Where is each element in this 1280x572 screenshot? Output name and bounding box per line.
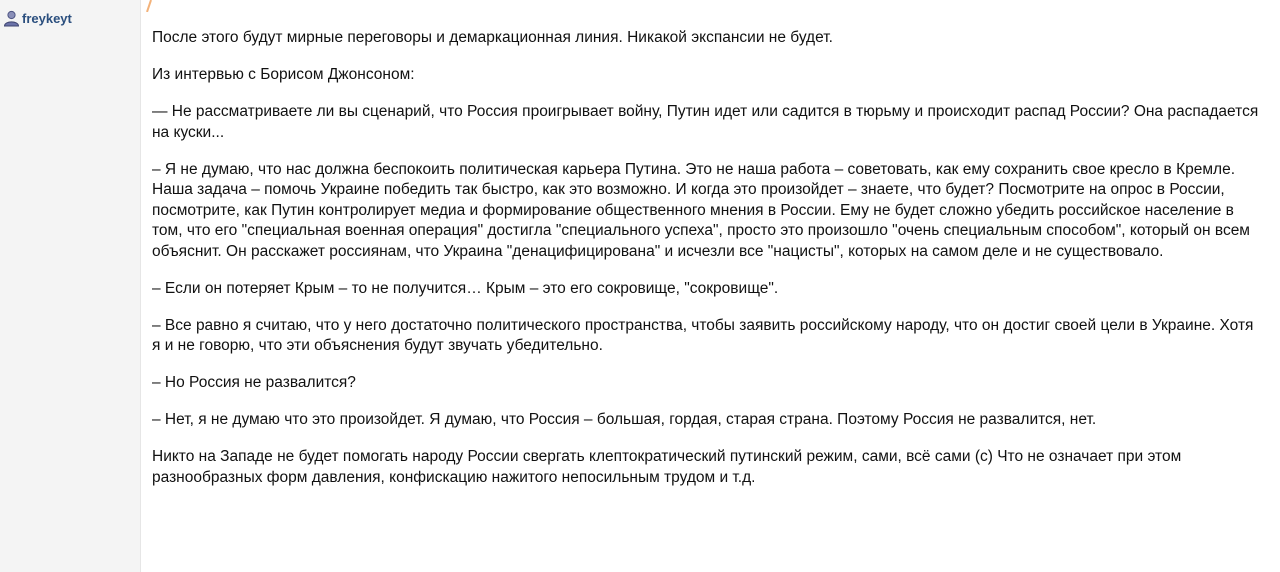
author-info	[3, 8, 72, 28]
post-paragraph-6: – Все равно я считаю, что у него достаточно политического пространства, чтобы заявить российскому народу, что он достиг своей цели в Украине. Хотя я и не говорю, что эти объяснения будут звучать убедительно.	[152, 316, 1254, 354]
user-icon	[3, 10, 20, 27]
author-sidebar	[0, 0, 141, 572]
post-paragraph-3: — Не рассматриваете ли вы сценарий, что Россия проигрывает войну, Путин идет или садится в тюрьму и происходит распад России? Она распадается на куски...	[152, 103, 1259, 141]
post-paragraph-7: – Но Россия не развалится?	[152, 374, 356, 391]
post-paragraph-8: – Нет, я не думаю что это произойдет. Я думаю, что Россия – большая, гордая, старая страна. Поэтому Россия не развалится, нет.	[152, 411, 1097, 428]
post-paragraph-5: – Если он потеряет Крым – то не получится… Крым – это его сокровище, "сокровище".	[152, 279, 779, 297]
post-corner-mark	[144, 0, 152, 12]
author-username-link[interactable]: freykeyt	[22, 10, 72, 26]
post-body	[152, 28, 1262, 505]
post-paragraph-4: – Я не думаю, что нас должна беспокоить политическая карьера Путина. Это не наша работа – советовать, как ему сохранить свое кресло в Кремле. Наша задача – помочь Украине победить так быстро, как это возможно. И когда это произойдет – знаете, что будет? Посмотрите на опрос в России, посмотрите, как Путин контролирует медиа и формирование общественного мнения в России. Ему не будет сложно убедить российское население в том, что его "специальная военная операция" достигла "специального успеха", просто это произошло "очень специальным способом", который он всем объяснит. Он расскажет россиянам, что Украина "денацифицирована" и исчезли все "нацисты", которых на самом деле и не существовало.	[152, 160, 1250, 260]
post-paragraph-1: После этого будут мирные переговоры и демаркационная линия. Никакой экспансии не будет.	[152, 29, 833, 46]
post-paragraph-2: Из интервью с Борисом Джонсоном:	[152, 66, 415, 83]
post-paragraph-9: Никто на Западе не будет помогать народу России свергать клептократический путинский режим, сами, всё сами (с) Что не означает при этом разнообразных форм давления, конфискацию нажитого непосильным трудом и т.д.	[152, 448, 1182, 486]
